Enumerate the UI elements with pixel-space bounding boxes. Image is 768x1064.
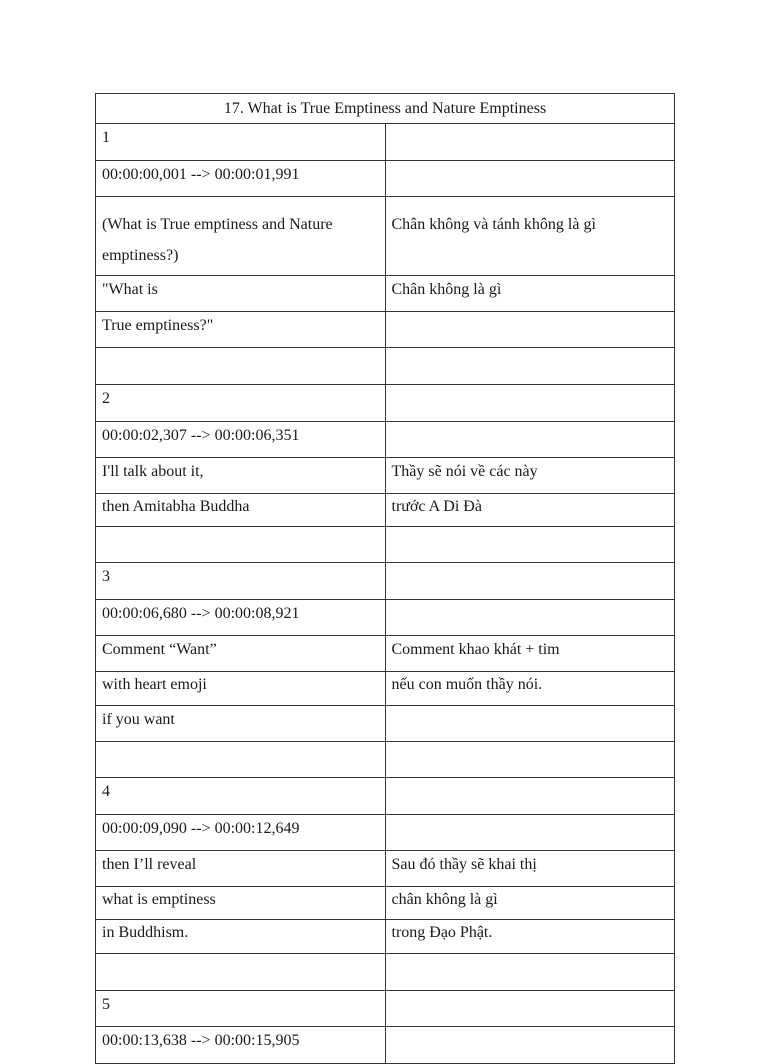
table-row: [96, 161, 675, 197]
english-cell: 1: [96, 124, 386, 161]
vietnamese-cell: [385, 600, 675, 636]
english-cell: [96, 954, 386, 991]
subtitle-table: [95, 93, 675, 1064]
wrapped-line: (What is True emptiness and Nature: [102, 216, 333, 233]
table-row: [96, 494, 675, 527]
vietnamese-cell: [385, 422, 675, 458]
vietnamese-cell: [385, 742, 675, 778]
english-cell: Comment “Want”: [96, 636, 386, 672]
english-cell: what is emptiness: [96, 887, 386, 920]
english-cell: [96, 527, 386, 563]
vietnamese-cell: chân không là gì: [385, 887, 675, 920]
table-row: [96, 312, 675, 348]
english-cell: 5: [96, 991, 386, 1027]
english-cell: 00:00:06,680 --> 00:00:08,921: [96, 600, 386, 636]
wrapped-line: emptiness?): [102, 247, 179, 264]
vietnamese-cell: [385, 124, 675, 161]
table-title: 17. What is True Emptiness and Nature Emptiness: [96, 94, 675, 124]
vietnamese-cell: Thầy sẽ nói về các này: [385, 458, 675, 494]
vietnamese-cell: [385, 527, 675, 563]
table-title-row: [96, 94, 675, 124]
vietnamese-cell: [385, 954, 675, 991]
english-cell: 3: [96, 563, 386, 600]
vietnamese-cell: [385, 778, 675, 815]
english-cell: then I’ll reveal: [96, 851, 386, 887]
english-cell: "What is: [96, 276, 386, 312]
vietnamese-cell: [385, 563, 675, 600]
vietnamese-cell: trong Đạo Phật.: [385, 920, 675, 954]
table-row: [96, 422, 675, 458]
english-cell: [96, 197, 386, 276]
table-row: [96, 672, 675, 706]
english-cell: 00:00:00,001 --> 00:00:01,991: [96, 161, 386, 197]
english-cell: True emptiness?": [96, 312, 386, 348]
english-cell: [96, 348, 386, 385]
vietnamese-cell: Chân không và tánh không là gì: [385, 197, 675, 276]
vietnamese-cell: [385, 348, 675, 385]
table-row: [96, 991, 675, 1027]
vietnamese-cell: Sau đó thầy sẽ khai thị: [385, 851, 675, 887]
english-cell: in Buddhism.: [96, 920, 386, 954]
vietnamese-cell: Chân không là gì: [385, 276, 675, 312]
table-row: [96, 276, 675, 312]
vietnamese-cell: [385, 815, 675, 851]
table-row: [96, 778, 675, 815]
table-row: [96, 527, 675, 563]
vietnamese-cell: [385, 991, 675, 1027]
english-cell: I'll talk about it,: [96, 458, 386, 494]
english-cell: 00:00:13,638 --> 00:00:15,905: [96, 1027, 386, 1064]
english-cell: 2: [96, 385, 386, 422]
vietnamese-cell: [385, 1027, 675, 1064]
english-cell: 00:00:02,307 --> 00:00:06,351: [96, 422, 386, 458]
vietnamese-cell: nếu con muốn thầy nói.: [385, 672, 675, 706]
english-cell: 4: [96, 778, 386, 815]
table-row: [96, 385, 675, 422]
vietnamese-cell: trước A Di Đà: [385, 494, 675, 527]
table-row: [96, 920, 675, 954]
table-row: [96, 348, 675, 385]
english-cell: if you want: [96, 706, 386, 742]
vietnamese-cell: [385, 385, 675, 422]
english-cell: 00:00:09,090 --> 00:00:12,649: [96, 815, 386, 851]
table-row: [96, 636, 675, 672]
table-row: [96, 706, 675, 742]
vietnamese-cell: [385, 312, 675, 348]
table-row: [96, 851, 675, 887]
vietnamese-cell: Comment khao khát + tim: [385, 636, 675, 672]
table-row: [96, 1027, 675, 1064]
english-cell: then Amitabha Buddha: [96, 494, 386, 527]
table-row: [96, 197, 675, 276]
table-row: [96, 563, 675, 600]
english-cell: [96, 742, 386, 778]
english-cell: with heart emoji: [96, 672, 386, 706]
table-row: [96, 815, 675, 851]
table-row: [96, 954, 675, 991]
table-row: [96, 600, 675, 636]
table-row: [96, 124, 675, 161]
table-row: [96, 742, 675, 778]
table-row: [96, 887, 675, 920]
vietnamese-cell: [385, 161, 675, 197]
vietnamese-cell: [385, 706, 675, 742]
table-row: [96, 458, 675, 494]
